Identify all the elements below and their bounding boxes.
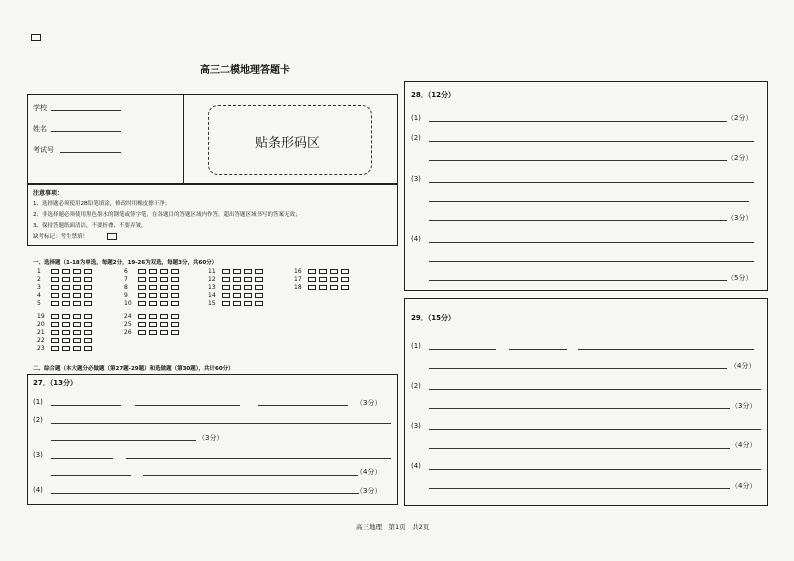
mc-row-19 [37, 313, 95, 321]
mc-bubble-12-1[interactable] [222, 277, 230, 282]
mc-row-26 [124, 329, 182, 337]
q28-part2-score: （2分） [727, 154, 753, 162]
q27-part1-line-b[interactable] [135, 405, 240, 406]
mc-bubble-14-1[interactable] [222, 293, 230, 298]
mc-row-4 [37, 292, 95, 300]
absent-mark-label: 缺考标记：考生禁填！ [33, 234, 89, 240]
mc-bubble-13-3[interactable] [244, 285, 252, 290]
mc-question-number: 6 [124, 268, 128, 275]
mc-bubble-6-2[interactable] [149, 269, 157, 274]
q29-part4-line-b[interactable] [429, 488, 730, 489]
mc-bubble-7-2[interactable] [149, 277, 157, 282]
mc-bubble-22-2[interactable] [62, 338, 70, 343]
mc-bubble-16-2[interactable] [319, 269, 327, 274]
mc-bubble-14-3[interactable] [244, 293, 252, 298]
mc-bubble-15-4[interactable] [255, 301, 263, 306]
q28-part3-score: （3分） [727, 214, 753, 222]
mc-bubble-16-3[interactable] [330, 269, 338, 274]
page-title: 高三二模地理答题卡 [200, 65, 290, 76]
exam-no-label: 考试号 [33, 146, 54, 154]
q29-title: 29．（15分） [411, 314, 455, 322]
mc-bubble-4-3[interactable] [73, 293, 81, 298]
q29-part4-score: （4分） [731, 482, 757, 490]
mc-row-13 [208, 284, 266, 292]
mc-question-number: 26 [124, 329, 132, 336]
mc-bubble-26-2[interactable] [149, 330, 157, 335]
mc-bubble-15-1[interactable] [222, 301, 230, 306]
mc-bubble-4-2[interactable] [62, 293, 70, 298]
mc-question-number: 12 [208, 276, 216, 283]
q28-part3-line-a[interactable] [429, 182, 754, 183]
name-field[interactable] [51, 131, 121, 132]
mc-bubble-24-2[interactable] [149, 314, 157, 319]
mc-bubble-11-2[interactable] [233, 269, 241, 274]
q29-part1-line-b[interactable] [509, 349, 567, 350]
mc-bubble-9-3[interactable] [160, 293, 168, 298]
mc-row-8 [124, 284, 182, 292]
mc-bubble-8-2[interactable] [149, 285, 157, 290]
mc-row-18 [294, 284, 352, 292]
mc-question-number: 22 [37, 337, 45, 344]
exam-no-field[interactable] [60, 152, 121, 153]
mc-bubble-2-2[interactable] [62, 277, 70, 282]
q29-part2-line-a[interactable] [429, 389, 761, 390]
mc-question-number: 23 [37, 345, 45, 352]
mc-row-6 [124, 268, 182, 276]
q29-part1-score: （4分） [730, 362, 756, 370]
q29-part3-line-a[interactable] [429, 429, 761, 430]
mc-bubble-11-3[interactable] [244, 269, 252, 274]
mc-bubble-7-3[interactable] [160, 277, 168, 282]
q28-part2-line-a[interactable] [429, 141, 754, 142]
mc-bubble-21-3[interactable] [73, 330, 81, 335]
q28-part4-score: （5分） [727, 274, 753, 282]
mc-bubble-19-1[interactable] [51, 314, 59, 319]
q28-title: 28．（12分） [411, 91, 455, 99]
mc-bubble-1-4[interactable] [84, 269, 92, 274]
q27-part4-line[interactable] [51, 493, 359, 494]
mc-bubble-10-4[interactable] [171, 301, 179, 306]
q28-part2-line-b[interactable] [429, 160, 727, 161]
q28-part2-label: (2) [411, 134, 421, 142]
mc-bubble-16-4[interactable] [341, 269, 349, 274]
mc-bubble-2-4[interactable] [84, 277, 92, 282]
mc-row-3 [37, 284, 95, 292]
q29-part2-label: (2) [411, 382, 421, 390]
q27-part4-label: (4) [33, 486, 43, 494]
q27-part1-line-a[interactable] [51, 405, 121, 406]
q28-part4-line-b[interactable] [429, 261, 754, 262]
q27-part3-line-a[interactable] [51, 458, 113, 459]
mc-row-21 [37, 329, 95, 337]
q28-part3-line-c[interactable] [429, 220, 727, 221]
mc-bubble-22-4[interactable] [84, 338, 92, 343]
q27-part4-score: （3分） [356, 487, 382, 495]
mc-question-number: 1 [37, 268, 41, 275]
mc-bubble-20-4[interactable] [84, 322, 92, 327]
mc-question-number: 19 [37, 313, 45, 320]
mc-bubble-1-3[interactable] [73, 269, 81, 274]
mc-bubble-24-3[interactable] [160, 314, 168, 319]
mc-row-20 [37, 321, 95, 329]
school-field[interactable] [51, 110, 121, 111]
q29-part1-line-a[interactable] [429, 349, 496, 350]
mc-bubble-17-4[interactable] [341, 277, 349, 282]
mc-bubble-10-1[interactable] [138, 301, 146, 306]
mc-bubble-1-2[interactable] [62, 269, 70, 274]
mc-bubble-5-4[interactable] [84, 301, 92, 306]
mc-bubble-11-4[interactable] [255, 269, 263, 274]
mc-bubble-9-1[interactable] [138, 293, 146, 298]
note-2: 2、非选择题必须使用黑色墨水的钢笔或签字笔，在各题目的答题区域内作答，超出答题区域书写的答案无效； [33, 212, 301, 218]
mc-row-5 [37, 300, 95, 308]
mc-bubble-21-2[interactable] [62, 330, 70, 335]
mc-bubble-19-2[interactable] [62, 314, 70, 319]
mc-question-number: 17 [294, 276, 302, 283]
mc-bubble-3-1[interactable] [51, 285, 59, 290]
mc-question-number: 10 [124, 300, 132, 307]
mc-bubble-18-4[interactable] [341, 285, 349, 290]
mc-bubble-20-2[interactable] [62, 322, 70, 327]
corner-mark [31, 34, 41, 41]
mc-bubble-7-4[interactable] [171, 277, 179, 282]
mc-bubble-21-1[interactable] [51, 330, 59, 335]
q28-part4-line-c[interactable] [429, 280, 727, 281]
mc-bubble-14-2[interactable] [233, 293, 241, 298]
mc-bubble-20-3[interactable] [73, 322, 81, 327]
mc-question-number: 24 [124, 313, 132, 320]
q29-part1-line-c[interactable] [578, 349, 754, 350]
mc-bubble-9-2[interactable] [149, 293, 157, 298]
section1-heading: 一、选择题（1-18为单选，每题2分，19-26为双选，每题3分，共60分） [33, 260, 218, 266]
q27-part1-line-c[interactable] [258, 405, 348, 406]
mc-row-1 [37, 268, 95, 276]
mc-bubble-26-3[interactable] [160, 330, 168, 335]
q27-part3-line-b[interactable] [126, 458, 391, 459]
mc-bubble-1-1[interactable] [51, 269, 59, 274]
mc-row-25 [124, 321, 182, 329]
mc-bubble-17-1[interactable] [308, 277, 316, 282]
mc-row-16 [294, 268, 352, 276]
q28-part3-label: (3) [411, 175, 421, 183]
mc-bubble-22-3[interactable] [73, 338, 81, 343]
mc-bubble-6-3[interactable] [160, 269, 168, 274]
q28-part4-label: (4) [411, 235, 421, 243]
mc-question-number: 21 [37, 329, 45, 336]
note-3: 3、保持答题纸面清洁，不要折叠、不要弄皱。 [33, 223, 147, 229]
q29-part4-line-a[interactable] [429, 469, 761, 470]
absent-mark-box[interactable] [107, 233, 117, 240]
school-label: 学校 [33, 104, 47, 112]
mc-bubble-19-3[interactable] [73, 314, 81, 319]
q28-part4-line-a[interactable] [429, 242, 754, 243]
mc-question-number: 3 [37, 284, 41, 291]
mc-bubble-3-3[interactable] [73, 285, 81, 290]
q29-part4-label: (4) [411, 462, 421, 470]
mc-bubble-6-1[interactable] [138, 269, 146, 274]
mc-question-number: 25 [124, 321, 132, 328]
mc-bubble-7-1[interactable] [138, 277, 146, 282]
mc-question-number: 18 [294, 284, 302, 291]
mc-bubble-2-3[interactable] [73, 277, 81, 282]
mc-bubble-25-4[interactable] [171, 322, 179, 327]
mc-bubble-10-3[interactable] [160, 301, 168, 306]
q28-part3-line-b[interactable] [429, 201, 749, 202]
mc-question-number: 14 [208, 292, 216, 299]
mc-question-number: 2 [37, 276, 41, 283]
mc-bubble-23-3[interactable] [73, 346, 81, 351]
q27-part1-label: (1) [33, 398, 43, 406]
mc-bubble-24-1[interactable] [138, 314, 146, 319]
mc-question-number: 11 [208, 268, 216, 275]
mc-bubble-9-4[interactable] [171, 293, 179, 298]
mc-bubble-14-4[interactable] [255, 293, 263, 298]
mc-bubble-8-1[interactable] [138, 285, 146, 290]
name-label: 姓名 [33, 125, 47, 133]
q28-part1-line[interactable] [429, 121, 727, 122]
mc-bubble-23-4[interactable] [84, 346, 92, 351]
mc-row-22 [37, 337, 95, 345]
mc-question-number: 7 [124, 276, 128, 283]
mc-row-7 [124, 276, 182, 284]
mc-bubble-3-4[interactable] [84, 285, 92, 290]
mc-bubble-5-1[interactable] [51, 301, 59, 306]
mc-question-number: 4 [37, 292, 41, 299]
mc-question-number: 8 [124, 284, 128, 291]
note-1: 1、选择题必须使用2B铅笔填涂，修改时用橡皮擦干净； [33, 201, 171, 207]
page-footer: 高三地理 第1页 共2页 [356, 523, 430, 531]
mc-row-23 [37, 345, 95, 353]
mc-bubble-4-4[interactable] [84, 293, 92, 298]
q29-part3-score: （4分） [731, 441, 757, 449]
mc-bubble-15-3[interactable] [244, 301, 252, 306]
q29-part3-line-b[interactable] [429, 448, 730, 449]
mc-bubble-12-2[interactable] [233, 277, 241, 282]
mc-bubble-21-4[interactable] [84, 330, 92, 335]
q27-part2-score: （3分） [198, 434, 224, 442]
mc-bubble-12-3[interactable] [244, 277, 252, 282]
q27-part2-line-b[interactable] [51, 440, 196, 441]
mc-row-24 [124, 313, 182, 321]
q28-part1-score: （2分） [727, 114, 753, 122]
q29-box [404, 298, 768, 506]
mc-bubble-18-1[interactable] [308, 285, 316, 290]
mc-bubble-25-1[interactable] [138, 322, 146, 327]
q29-part2-line-b[interactable] [429, 408, 730, 409]
q27-part3-label: (3) [33, 451, 43, 459]
mc-bubble-13-2[interactable] [233, 285, 241, 290]
mc-bubble-26-1[interactable] [138, 330, 146, 335]
mc-bubble-5-3[interactable] [73, 301, 81, 306]
mc-bubble-3-2[interactable] [62, 285, 70, 290]
mc-bubble-8-4[interactable] [171, 285, 179, 290]
mc-bubble-10-2[interactable] [149, 301, 157, 306]
mc-question-number: 5 [37, 300, 41, 307]
mc-row-11 [208, 268, 266, 276]
mc-row-9 [124, 292, 182, 300]
barcode-text: 贴条形码区 [255, 136, 321, 151]
mc-bubble-4-1[interactable] [51, 293, 59, 298]
mc-question-number: 20 [37, 321, 45, 328]
q27-part2-line-a[interactable] [51, 423, 391, 424]
mc-row-10 [124, 300, 182, 308]
mc-bubble-17-3[interactable] [330, 277, 338, 282]
mc-bubble-19-4[interactable] [84, 314, 92, 319]
mc-bubble-25-2[interactable] [149, 322, 157, 327]
q29-part2-score: （3分） [731, 402, 757, 410]
mc-bubble-25-3[interactable] [160, 322, 168, 327]
mc-bubble-24-4[interactable] [171, 314, 179, 319]
mc-row-17 [294, 276, 352, 284]
mc-bubble-18-3[interactable] [330, 285, 338, 290]
notes-heading: 注意事项： [33, 190, 64, 197]
mc-bubble-6-4[interactable] [171, 269, 179, 274]
mc-bubble-12-4[interactable] [255, 277, 263, 282]
mc-question-number: 9 [124, 292, 128, 299]
mc-bubble-17-2[interactable] [319, 277, 327, 282]
mc-bubble-18-2[interactable] [319, 285, 327, 290]
q27-part3-line-d[interactable] [143, 475, 358, 476]
mc-bubble-15-2[interactable] [233, 301, 241, 306]
q27-part2-label: (2) [33, 416, 43, 424]
mc-bubble-23-2[interactable] [62, 346, 70, 351]
mc-bubble-2-1[interactable] [51, 277, 59, 282]
q29-part1-line-d[interactable] [429, 368, 727, 369]
mc-row-14 [208, 292, 266, 300]
q27-title: 27．（13分） [33, 379, 77, 387]
mc-row-12 [208, 276, 266, 284]
mc-bubble-13-1[interactable] [222, 285, 230, 290]
mc-question-number: 16 [294, 268, 302, 275]
q27-part1-score: （3分） [356, 399, 382, 407]
mc-row-15 [208, 300, 266, 308]
q29-part1-label: (1) [411, 342, 421, 350]
q28-part1-label: (1) [411, 114, 421, 122]
mc-bubble-20-1[interactable] [51, 322, 59, 327]
mc-bubble-11-1[interactable] [222, 269, 230, 274]
q28-box [404, 81, 768, 291]
mc-question-number: 15 [208, 300, 216, 307]
q27-part3-line-c[interactable] [51, 475, 131, 476]
mc-bubble-22-1[interactable] [51, 338, 59, 343]
mc-bubble-16-1[interactable] [308, 269, 316, 274]
q29-part3-label: (3) [411, 422, 421, 430]
mc-row-2 [37, 276, 95, 284]
mc-bubble-8-3[interactable] [160, 285, 168, 290]
q27-part3-score: （4分） [356, 468, 382, 476]
mc-question-number: 13 [208, 284, 216, 291]
mc-bubble-13-4[interactable] [255, 285, 263, 290]
mc-bubble-26-4[interactable] [171, 330, 179, 335]
mc-bubble-5-2[interactable] [62, 301, 70, 306]
mc-bubble-23-1[interactable] [51, 346, 59, 351]
section2-heading: 二、综合题（本大题分必做题（第27题-29题）和选做题（第30题），共计60分） [33, 366, 234, 372]
